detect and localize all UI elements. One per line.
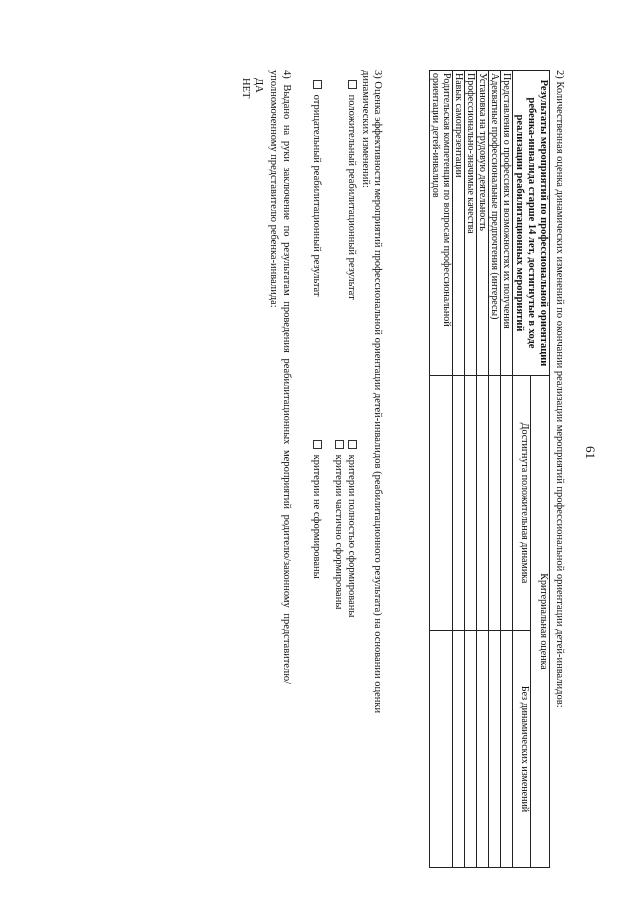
checkbox-icon[interactable] [313, 80, 322, 89]
section3-line2: динамических изменений: [360, 70, 371, 188]
checkbox-icon[interactable] [313, 440, 322, 449]
row-label: Адекватные профессиональные предпочтения (интересы) [489, 71, 501, 376]
option-negative[interactable]: отрицательный реабилитационный результат [311, 80, 322, 297]
checkbox-icon[interactable] [348, 440, 357, 449]
col-crit-header: Критериальная оценка [531, 376, 550, 868]
checkbox-icon[interactable] [348, 80, 357, 89]
option-crit-none[interactable]: критерии не сформированы [311, 440, 322, 579]
table-row [501, 71, 513, 868]
page-number: 61 [583, 446, 598, 459]
col-main-header: Результаты мероприятий по профессиональной ориентации ребенка-инвалида старше 14 лет, достигнутые в ходе реализации реабилитационных мероприятий [513, 71, 550, 376]
table-row [489, 71, 501, 868]
row-label: Навык самопрезентации [453, 71, 465, 376]
section4-line1: 4) Выдано на руки заключение по результатам проведения реабилитационных мероприятий родителю/законному представителю/ [281, 70, 292, 685]
table-row [465, 71, 477, 868]
col-pos-header: Достигнута положительная динамика [513, 376, 532, 631]
option-positive[interactable]: положительный реабилитационный результат [346, 80, 357, 300]
section2-title: 2) Количественная оценка динамических изменений по окончании реализации мероприятий профессиональной ориентации детей-инвалидов: [554, 70, 565, 708]
row-label: Представления о профессиях и возможностях их получения [501, 71, 513, 376]
col-none-header: Без динамических изменений [513, 631, 532, 868]
section4-line2: уполномоченному представителю ребенка-инвалида: [268, 70, 279, 308]
section3-line1: 3) Оценка эффективности мероприятий профессиональной ориентации детей-инвалидов (реабилитационного результата) на основании оценки [372, 70, 383, 714]
option-crit-full[interactable]: критерии полностью сформированы [346, 440, 357, 617]
answer-no[interactable]: НЕТ [240, 78, 251, 99]
table-row [430, 71, 453, 868]
answer-yes[interactable]: ДА [253, 78, 264, 93]
results-table [429, 70, 550, 868]
table-row [453, 71, 465, 868]
row-label: Родительская компетенция по вопросам профессиональной ориентации детей-инвалидов [430, 71, 453, 376]
table-row [477, 71, 489, 868]
checkbox-icon[interactable] [335, 440, 344, 449]
row-label: Установка на трудовую деятельность [477, 71, 489, 376]
row-label: Профессионально-значимые качества [465, 71, 477, 376]
option-crit-part[interactable]: критерии частично сформированы [333, 440, 344, 609]
